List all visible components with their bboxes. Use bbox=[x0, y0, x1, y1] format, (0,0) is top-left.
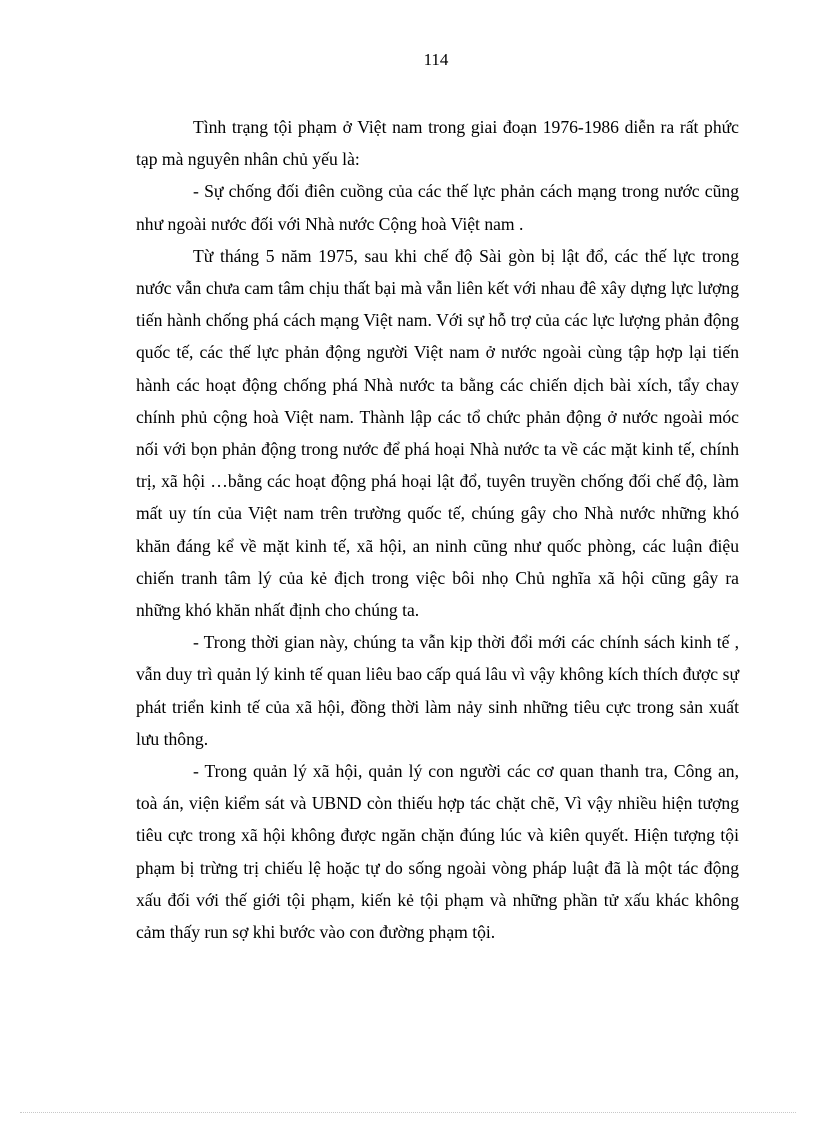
paragraph-history-1975: Từ tháng 5 năm 1975, sau khi chế độ Sài gòn bị lật đổ, các thế lực trong nước vẫn chưa cam tâm chịu thất bại mà vẫn liên kết với nhau đê xây dựng lực lượng tiến hành chống phá cách mạng Việt nam. Với sự hỗ trợ của các lực lượng phản động quốc tế, các thế lực phản động người Việt nam ở nước ngoài cùng tập hợp lại tiến hành các hoạt động chống phá Nhà nước ta bằng các chiến dịch bài xích, tẩy chay chính phủ cộng hoà Việt nam. Thành lập các tổ chức phản động ở nước ngoài móc nối với bọn phản động trong nước để phá hoại Nhà nước ta về các mặt kinh tế, chính trị, xã hội …bằng các hoạt động phá hoại lật đổ, tuyên truyền chống đối chế độ, làm mất uy tín của Việt nam trên trường quốc tế, chúng gây cho Nhà nước những khó khăn đáng kể về mặt kinh tế, xã hội, an ninh cũng như quốc phòng, các luận điệu chiến tranh tâm lý của kẻ địch trong việc bôi nhọ Chủ nghĩa xã hội cũng gây ra những khó khăn nhất định cho chúng ta. bbox=[136, 245, 739, 621]
paragraph-cause-economy: - Trong thời gian này, chúng ta vẫn kịp thời đổi mới các chính sách kinh tế , vẫn duy trì quản lý kinh tế quan liêu bao cấp quá lâu vì vậy không kích thích được sự phát triển kinh tế của xã hội, đồng thời làm nảy sinh những tiêu cực trong sản xuất lưu thông. bbox=[136, 632, 739, 749]
paragraph-intro: Tình trạng tội phạm ở Việt nam trong giai đoạn 1976-1986 diễn ra rất phức tạp mà nguyên nhân chủ yếu là: bbox=[136, 117, 739, 170]
footer-divider bbox=[20, 1112, 796, 1113]
paragraph-cause-management: - Trong quản lý xã hội, quản lý con người các cơ quan thanh tra, Công an, toà án, viện kiểm sát và UBND còn thiếu hợp tác chặt chẽ, Vì vậy nhiều hiện tượng tiêu cực trong xã hội không được ngăn chặn đúng lúc và kiên quyết. Hiện tượng tội phạm bị trừng trị chiếu lệ hoặc tự do sống ngoài vòng pháp luật đã là một tác động xấu đối với thế giới tội phạm, kiến kẻ tội phạm và những phần tử xấu khác không cảm thấy run sợ khi bước vào con đường phạm tội. bbox=[136, 761, 739, 943]
paragraph-cause-opposition: - Sự chống đối điên cuồng của các thế lực phản cách mạng trong nước cũng như ngoài nước đối với Nhà nước Cộng hoà Việt nam . bbox=[136, 181, 739, 234]
page-number: 114 bbox=[423, 50, 449, 69]
document-body bbox=[136, 111, 739, 948]
